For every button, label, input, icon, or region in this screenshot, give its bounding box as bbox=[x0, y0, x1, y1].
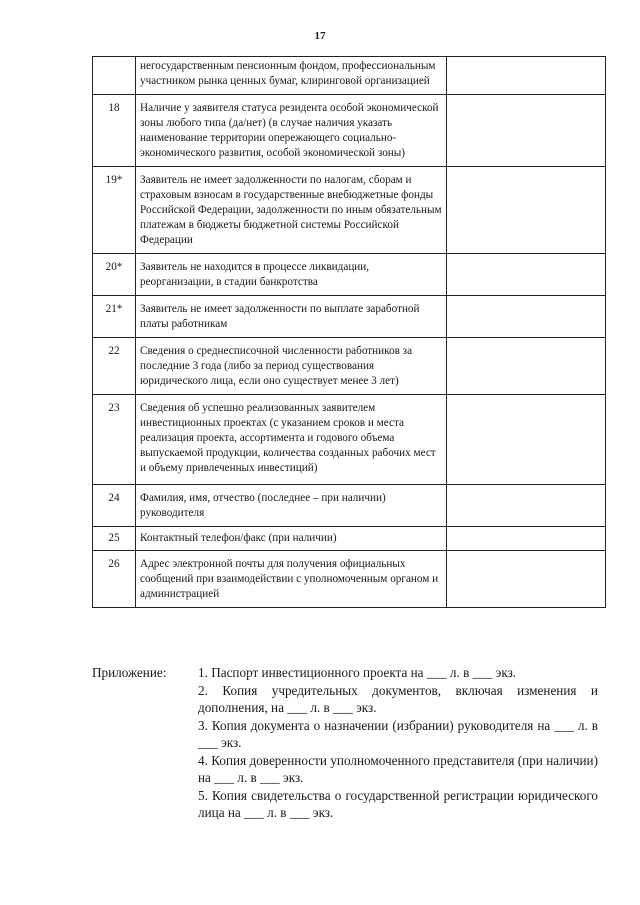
row-value-cell[interactable] bbox=[447, 57, 606, 95]
row-number: 25 bbox=[93, 527, 136, 551]
row-value-cell[interactable] bbox=[447, 338, 606, 395]
appendix-item: 5. Копия свидетельства о государственной регистрации юридического лица на ___ л. в ___ экз. bbox=[198, 787, 598, 820]
application-form-table bbox=[92, 56, 606, 608]
row-description: Заявитель не находится в процессе ликвидации, реорганизации, в стадии банкротства bbox=[136, 254, 447, 296]
row-number: 23 bbox=[93, 395, 136, 485]
row-value-cell[interactable] bbox=[447, 296, 606, 338]
row-number: 26 bbox=[93, 551, 136, 608]
table-row bbox=[93, 296, 606, 338]
row-number: 24 bbox=[93, 485, 136, 527]
appendix-label: Приложение: bbox=[92, 665, 167, 680]
table-row bbox=[93, 551, 606, 608]
row-number: 21* bbox=[93, 296, 136, 338]
appendix-item: 1. Паспорт инвестиционного проекта на ___ л. в ___ экз. bbox=[198, 665, 517, 680]
row-number: 20* bbox=[93, 254, 136, 296]
table-row bbox=[93, 338, 606, 395]
appendix-item: 4. Копия доверенности уполномоченного представителя (при наличии) на ___ л. в ___ экз. bbox=[198, 752, 598, 785]
table-row bbox=[93, 254, 606, 296]
row-description: Фамилия, имя, отчество (последнее – при наличии) руководителя bbox=[136, 485, 447, 527]
row-description: Сведения об успешно реализованных заявителем инвестиционных проектах (с указанием сроков и места реализация проекта, ассортимента и годового объема выпускаемой продукции, количества созданных рабочих мест и объему привлеченных инвестиций) bbox=[136, 395, 447, 485]
row-value-cell[interactable] bbox=[447, 95, 606, 167]
table-row bbox=[93, 395, 606, 485]
row-description: Контактный телефон/факс (при наличии) bbox=[136, 527, 447, 551]
row-value-cell[interactable] bbox=[447, 254, 606, 296]
row-value-cell[interactable] bbox=[447, 551, 606, 608]
row-value-cell[interactable] bbox=[447, 395, 606, 485]
row-number: 18 bbox=[93, 95, 136, 167]
table-row bbox=[93, 485, 606, 527]
table-row bbox=[93, 95, 606, 167]
appendix-item: 3. Копия документа о назначении (избрании) руководителя на ___ л. в ___ экз. bbox=[198, 717, 598, 750]
row-description: Адрес электронной почты для получения официальных сообщений при взаимодействии с уполномоченным органом и администрацией bbox=[136, 551, 447, 608]
appendix-list bbox=[198, 664, 598, 822]
row-description: негосударственным пенсионным фондом, профессиональным участником рынка ценных бумаг, клиринговой организацией bbox=[136, 57, 447, 95]
table-row bbox=[93, 527, 606, 551]
row-description: Заявитель не имеет задолженности по налогам, сборам и страховым взносам в государственные внебюджетные фонды Российской Федерации, задолженности по иным обязательным платежам в бюджеты бюджетной системы Российской Федерации bbox=[136, 167, 447, 254]
row-value-cell[interactable] bbox=[447, 527, 606, 551]
row-value-cell[interactable] bbox=[447, 485, 606, 527]
table-row bbox=[93, 57, 606, 95]
row-description: Заявитель не имеет задолженности по выплате заработной платы работникам bbox=[136, 296, 447, 338]
page-number: 17 bbox=[314, 30, 326, 42]
row-number: 19* bbox=[93, 167, 136, 254]
row-number bbox=[93, 57, 136, 95]
row-value-cell[interactable] bbox=[447, 167, 606, 254]
row-description: Сведения о среднесписочной численности работников за последние 3 года (либо за период существования юридического лица, если оно существует менее 3 лет) bbox=[136, 338, 447, 395]
table-row bbox=[93, 167, 606, 254]
appendix-item: 2. Копия учредительных документов, включая изменения и дополнения, на ___ л. в ___ экз. bbox=[198, 682, 598, 715]
row-number: 22 bbox=[93, 338, 136, 395]
row-description: Наличие у заявителя статуса резидента особой экономической зоны любого типа (да/нет) (в случае наличия указать наименование территории опережающего социально-экономического развития, особой экономической зоны) bbox=[136, 95, 447, 167]
